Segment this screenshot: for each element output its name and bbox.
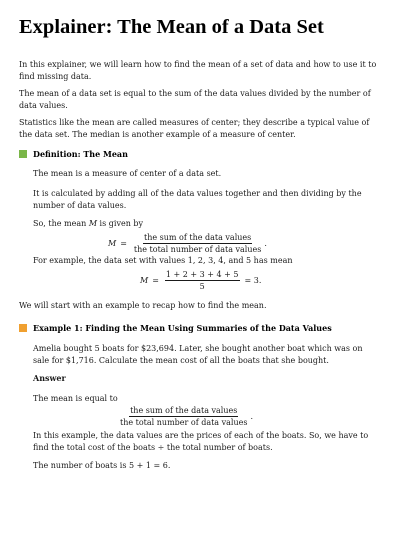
answer-label: Answer [33, 373, 66, 383]
definition-text-2: It is calculated by adding all of the data values together and then dividing by the number of data values. [33, 189, 362, 210]
mean-formula [108, 233, 267, 254]
formula-numerator: the sum of the data values [144, 233, 252, 242]
example-formula-lhs: M [140, 275, 149, 285]
answer-formula-fraction [119, 406, 248, 427]
answer-text-3: The number of boats is 5 + 1 = 6. [33, 461, 171, 470]
intro-paragraph-1: In this explainer, we will learn how to find the mean of a set of data and how to use it to find missing data. [19, 60, 377, 81]
definition-marker-icon [19, 150, 27, 158]
definition-example-text: For example, the data set with values 1, 2, 3, 4, and 5 has mean [33, 256, 293, 265]
example-formula-result: = 3. [244, 275, 262, 285]
answer-text-1: The mean is equal to [33, 394, 118, 403]
formula-equals: = [120, 238, 127, 248]
intro-paragraph-2: The mean of a data set is equal to the sum of the data values divided by the number of data values. [19, 89, 371, 110]
answer-text-2: In this example, the data values are the prices of each of the boats. So, we have to find the total cost of the boats ÷ the total number of boats. [33, 431, 369, 452]
answer-formula-numerator: the sum of the data values [130, 406, 238, 415]
transition-text: We will start with an example to recap how to find the mean. [19, 301, 267, 310]
example-mean-formula [140, 270, 261, 291]
example-heading: Example 1: Finding the Mean Using Summaries of the Data Values [33, 323, 332, 333]
answer-formula [117, 406, 253, 427]
answer-formula-period: . [250, 411, 253, 421]
formula-fraction [133, 233, 262, 254]
example-formula-fraction [165, 270, 240, 291]
definition-text-3-start: So, the mean [33, 219, 89, 228]
example-marker-icon [19, 324, 27, 332]
definition-text-3 [33, 218, 381, 230]
page-title: Explainer: The Mean of a Data Set [19, 16, 324, 38]
definition-heading: Definition: The Mean [33, 149, 128, 159]
example-formula-equals: = [152, 275, 159, 285]
intro-paragraph-3: Statistics like the mean are called measures of center; they describe a typical value of the data set. The median is another example of a measure of center. [19, 118, 370, 139]
example-formula-denominator: 5 [199, 282, 205, 291]
answer-formula-denominator: the total number of data values [120, 418, 248, 427]
mean-variable: M [88, 219, 98, 228]
formula-period: . [264, 238, 267, 248]
formula-lhs: M [108, 238, 117, 248]
definition-text-1: The mean is a measure of center of a data set. [33, 169, 222, 178]
formula-denominator: the total number of data values [133, 245, 262, 254]
example-question: Amelia bought 5 boats for $23,694. Later, she bought another boat which was on sale for $1,716. Calculate the mean cost of all the boats that she bought. [33, 344, 363, 365]
definition-text-3-end: is given by [97, 219, 144, 228]
example-formula-numerator: 1 + 2 + 3 + 4 + 5 [165, 270, 239, 279]
